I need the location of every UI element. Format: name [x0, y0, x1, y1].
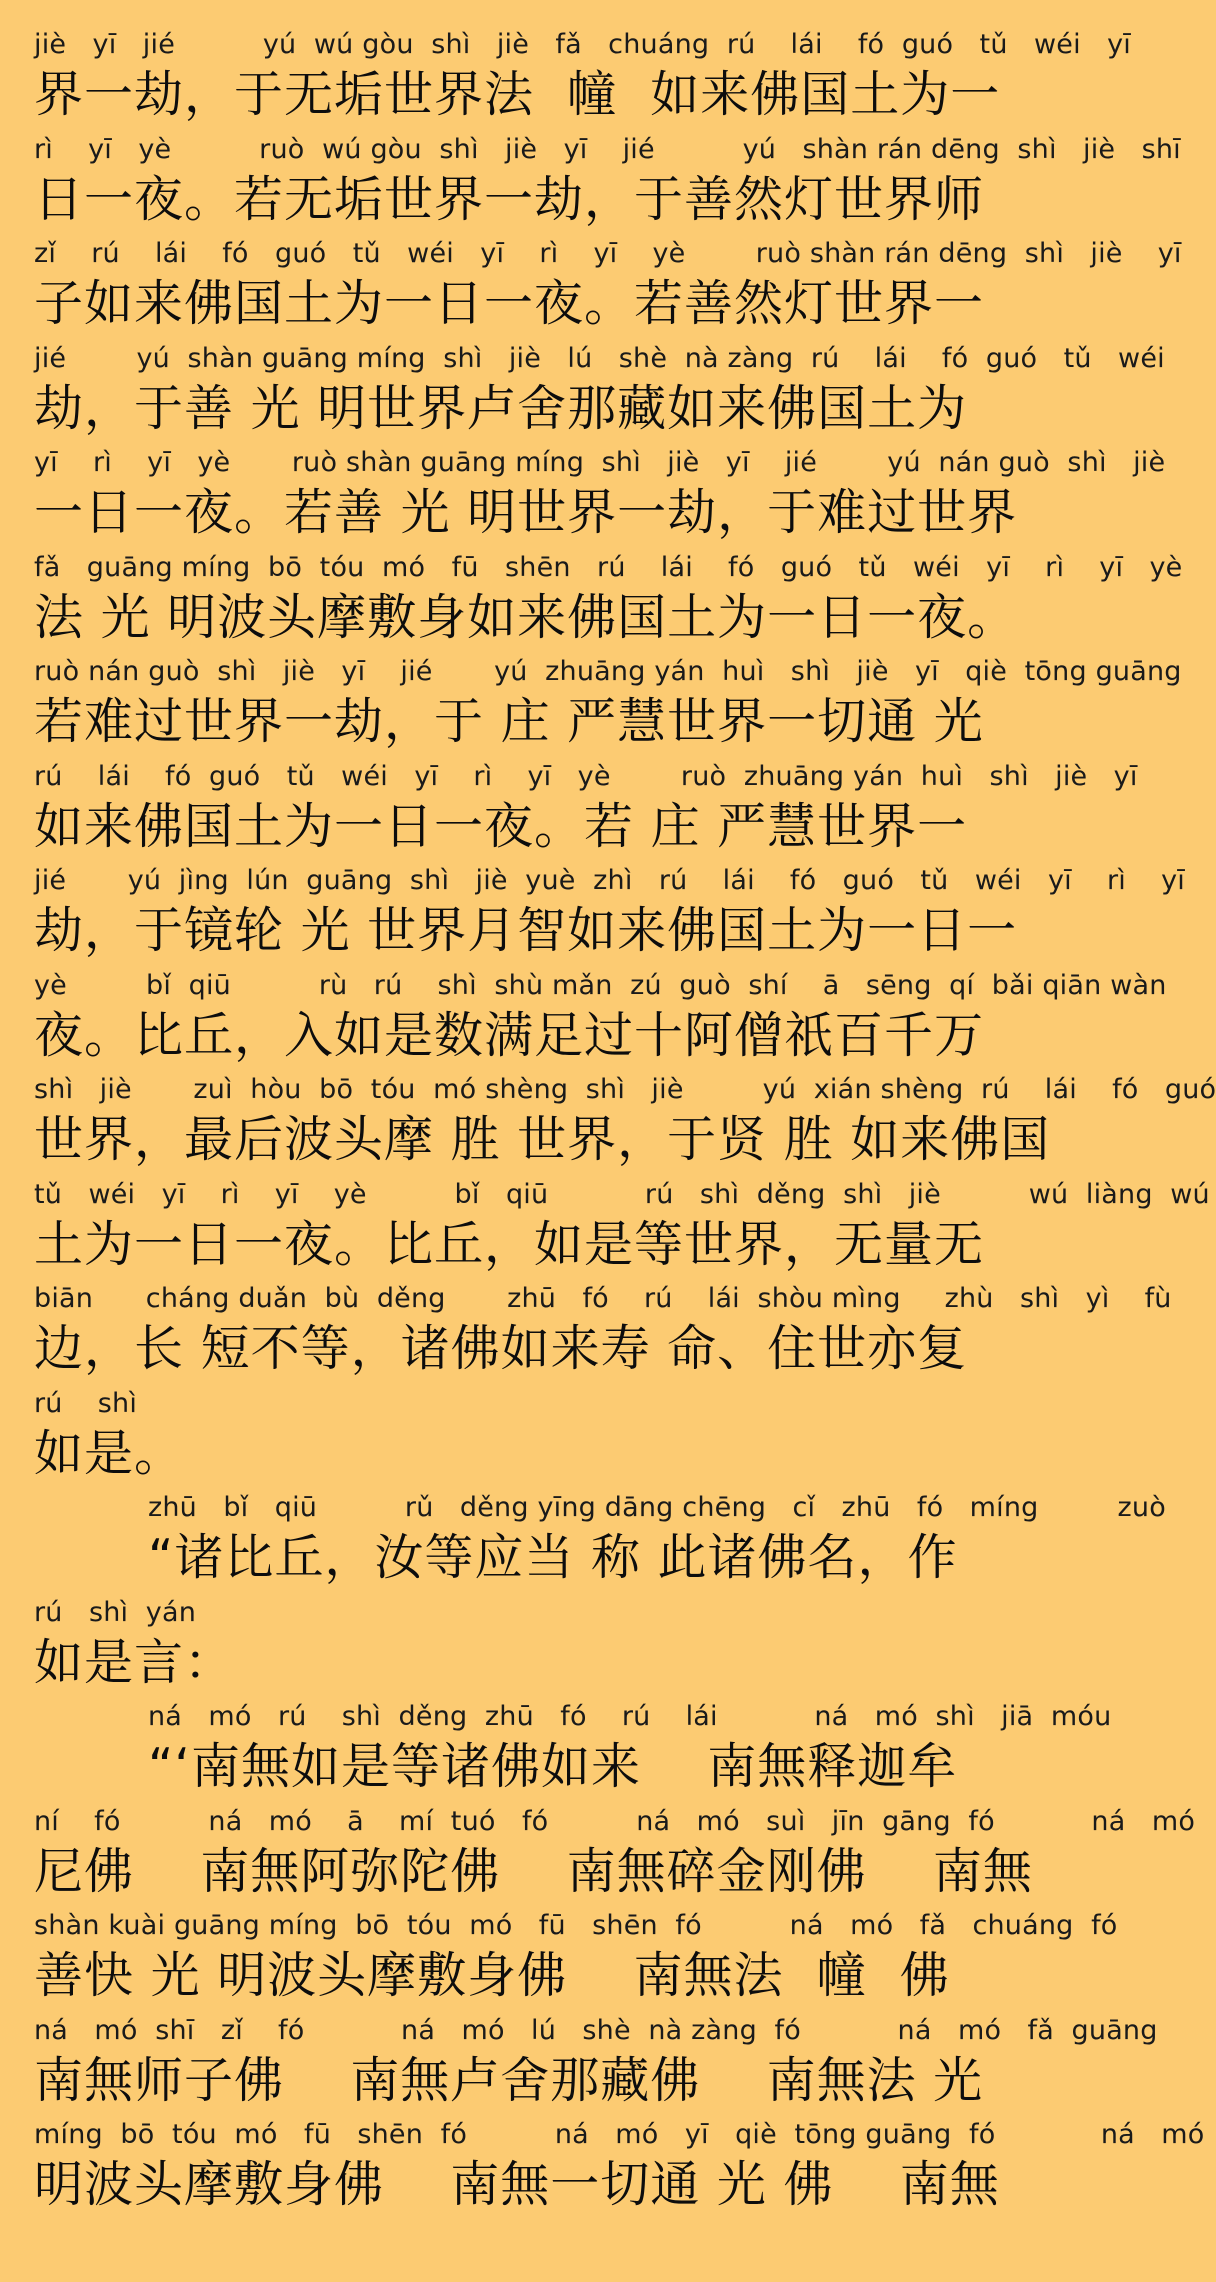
hanzi-row: 边，长 短不等，诸佛如来寿 命、住世亦复: [34, 1320, 968, 1377]
hanzi-row: 法 光 明波头摩敷身如来佛国土为一日一夜。: [34, 588, 1018, 646]
text-line: [34, 653, 1182, 758]
pinyin-row: ná mó shī zǐ fó ná mó lú shè nà zàng fó ná mó fǎ guāng: [34, 2014, 1158, 2046]
pinyin-row: rú lái fó guó tǔ wéi yī rì yī yè ruò zhuāng yán huì shì jiè yī: [34, 760, 1138, 792]
hanzi-row: 如是。: [34, 1424, 185, 1482]
pinyin-row: shì jiè zuì hòu bō tóu mó shèng shì jiè yú xián shèng rú lái fó guó: [34, 1074, 1216, 1105]
pinyin-row: ní fó ná mó ā mí tuó fó ná mó suì jīn gāng fó ná mó: [34, 1805, 1196, 1837]
text-line: [34, 549, 1183, 654]
text-line: [34, 26, 1132, 131]
text-line: [34, 2116, 1205, 2221]
hanzi-row: 尼佛 南無阿弥陀佛 南無碎金刚佛 南無: [34, 1842, 1033, 1900]
text-line: [34, 862, 1186, 967]
text-line: [34, 340, 1165, 445]
hanzi-row: 日一夜。若无垢世界一劫，于善然灯世界师: [34, 170, 985, 228]
hanzi-row: 若难过世界一劫，于 庄 严慧世界一切通 光: [34, 693, 984, 750]
text-line: [34, 235, 1182, 340]
pinyin-row: jié yú jìng lún guāng shì jiè yuè zhì rú lái fó guó tǔ wéi yī rì yī: [34, 865, 1186, 896]
text-line: [34, 1803, 1196, 1908]
text-line: [34, 1594, 1056, 1699]
pinyin-row: ruò nán guò shì jiè yī jié yú zhuāng yán huì shì jiè yī qiè tōng guāng: [34, 656, 1182, 687]
hanzi-row: 世界，最后波头摩 胜 世界，于贤 胜 如来佛国: [34, 1111, 1051, 1168]
text-line: [34, 444, 1166, 549]
text-line: [34, 1489, 1166, 1594]
text-line: [34, 967, 1167, 1072]
pinyin-row: biān cháng duǎn bù děng zhū fó rú lái shòu mìng zhù shì yì fù: [34, 1283, 1172, 1314]
hanzi-row: 子如来佛国土为一日一夜。若善然灯世界一: [34, 275, 985, 332]
text-line: [34, 2012, 1158, 2117]
text-line: [34, 1907, 1118, 2012]
hanzi-row: 明波头摩敷身佛 南無一切通 光 佛 南無: [34, 2156, 1000, 2213]
text-line: [34, 1071, 1216, 1176]
text-line: [34, 1385, 1056, 1490]
text-line: [34, 758, 1138, 863]
text-line: [34, 1698, 1112, 1803]
pinyin-row: fǎ guāng míng bō tóu mó fū shēn rú lái fó guó tǔ wéi yī rì yī yè: [34, 551, 1183, 583]
hanzi-row: 土为一日一夜。比丘，如是等世界，无量无: [34, 1215, 985, 1273]
pinyin-row: jiè yī jié yú wú gòu shì jiè fǎ chuáng rú lái fó guó tǔ wéi yī: [34, 29, 1132, 60]
text-line: [34, 131, 1181, 236]
text-line: [34, 1280, 1172, 1385]
pinyin-row: tǔ wéi yī rì yī yè bǐ qiū rú shì děng shì jiè wú liàng wú: [34, 1178, 1210, 1210]
pinyin-row: zǐ rú lái fó guó tǔ wéi yī rì yī yè ruò shàn rán dēng shì jiè yī: [34, 238, 1182, 269]
pinyin-row: rì yī yè ruò wú gòu shì jiè yī jié yú shàn rán dēng shì jiè shī: [34, 133, 1181, 165]
pinyin-row: míng bō tóu mó fū shēn fó ná mó yī qiè tōng guāng fó ná mó: [34, 2119, 1205, 2150]
hanzi-row: 劫，于镜轮 光 世界月智如来佛国土为一日一: [34, 902, 1018, 959]
hanzi-row: 善快 光 明波头摩敷身佛 南無法 幢 佛: [34, 1947, 950, 2004]
pinyin-row: yè bǐ qiū rù rú shì shù mǎn zú guò shí ā sēng qí bǎi qiān wàn: [34, 969, 1167, 1001]
hanzi-row: 南無师子佛 南無卢舍那藏佛 南無法 光: [34, 2051, 984, 2109]
pinyin-row: yī rì yī yè ruò shàn guāng míng shì jiè yī jié yú nán guò shì jiè: [34, 447, 1166, 478]
hanzi-row: 如是言：: [34, 1633, 235, 1691]
hanzi-row: “‘南無如是等诸佛如来 南無释迦牟: [148, 1738, 958, 1795]
pinyin-row: shàn kuài guāng míng bō tóu mó fū shēn fó ná mó fǎ chuáng fó: [34, 1910, 1118, 1941]
text-line: [34, 1176, 1210, 1281]
hanzi-row: 一日一夜。若善 光 明世界一劫，于难过世界: [34, 484, 1018, 541]
pinyin-row: ná mó rú shì děng zhū fó rú lái ná mó shì jiā móu: [148, 1701, 1112, 1732]
hanzi-row: 如来佛国土为一日一夜。若 庄 严慧世界一: [34, 797, 968, 855]
hanzi-row: 夜。比丘，入如是数满足过十阿僧祇百千万: [34, 1006, 985, 1064]
hanzi-row: “诸比丘，汝等应当 称 此诸佛名，作: [148, 1529, 958, 1586]
pinyin-row: rú shì yán: [34, 1596, 197, 1628]
hanzi-row: 界一劫，于无垢世界法 幢 如来佛国土为一: [34, 66, 1001, 123]
hanzi-row: 劫，于善 光 明世界卢舍那藏如来佛国土为: [34, 379, 968, 437]
pinyin-row: rú shì: [34, 1387, 138, 1419]
pinyin-row: jié yú shàn guāng míng shì jiè lú shè nà zàng rú lái fó guó tǔ wéi: [34, 342, 1165, 374]
pinyin-row: zhū bǐ qiū rǔ děng yīng dāng chēng cǐ zhū fó míng zuò: [148, 1492, 1166, 1523]
